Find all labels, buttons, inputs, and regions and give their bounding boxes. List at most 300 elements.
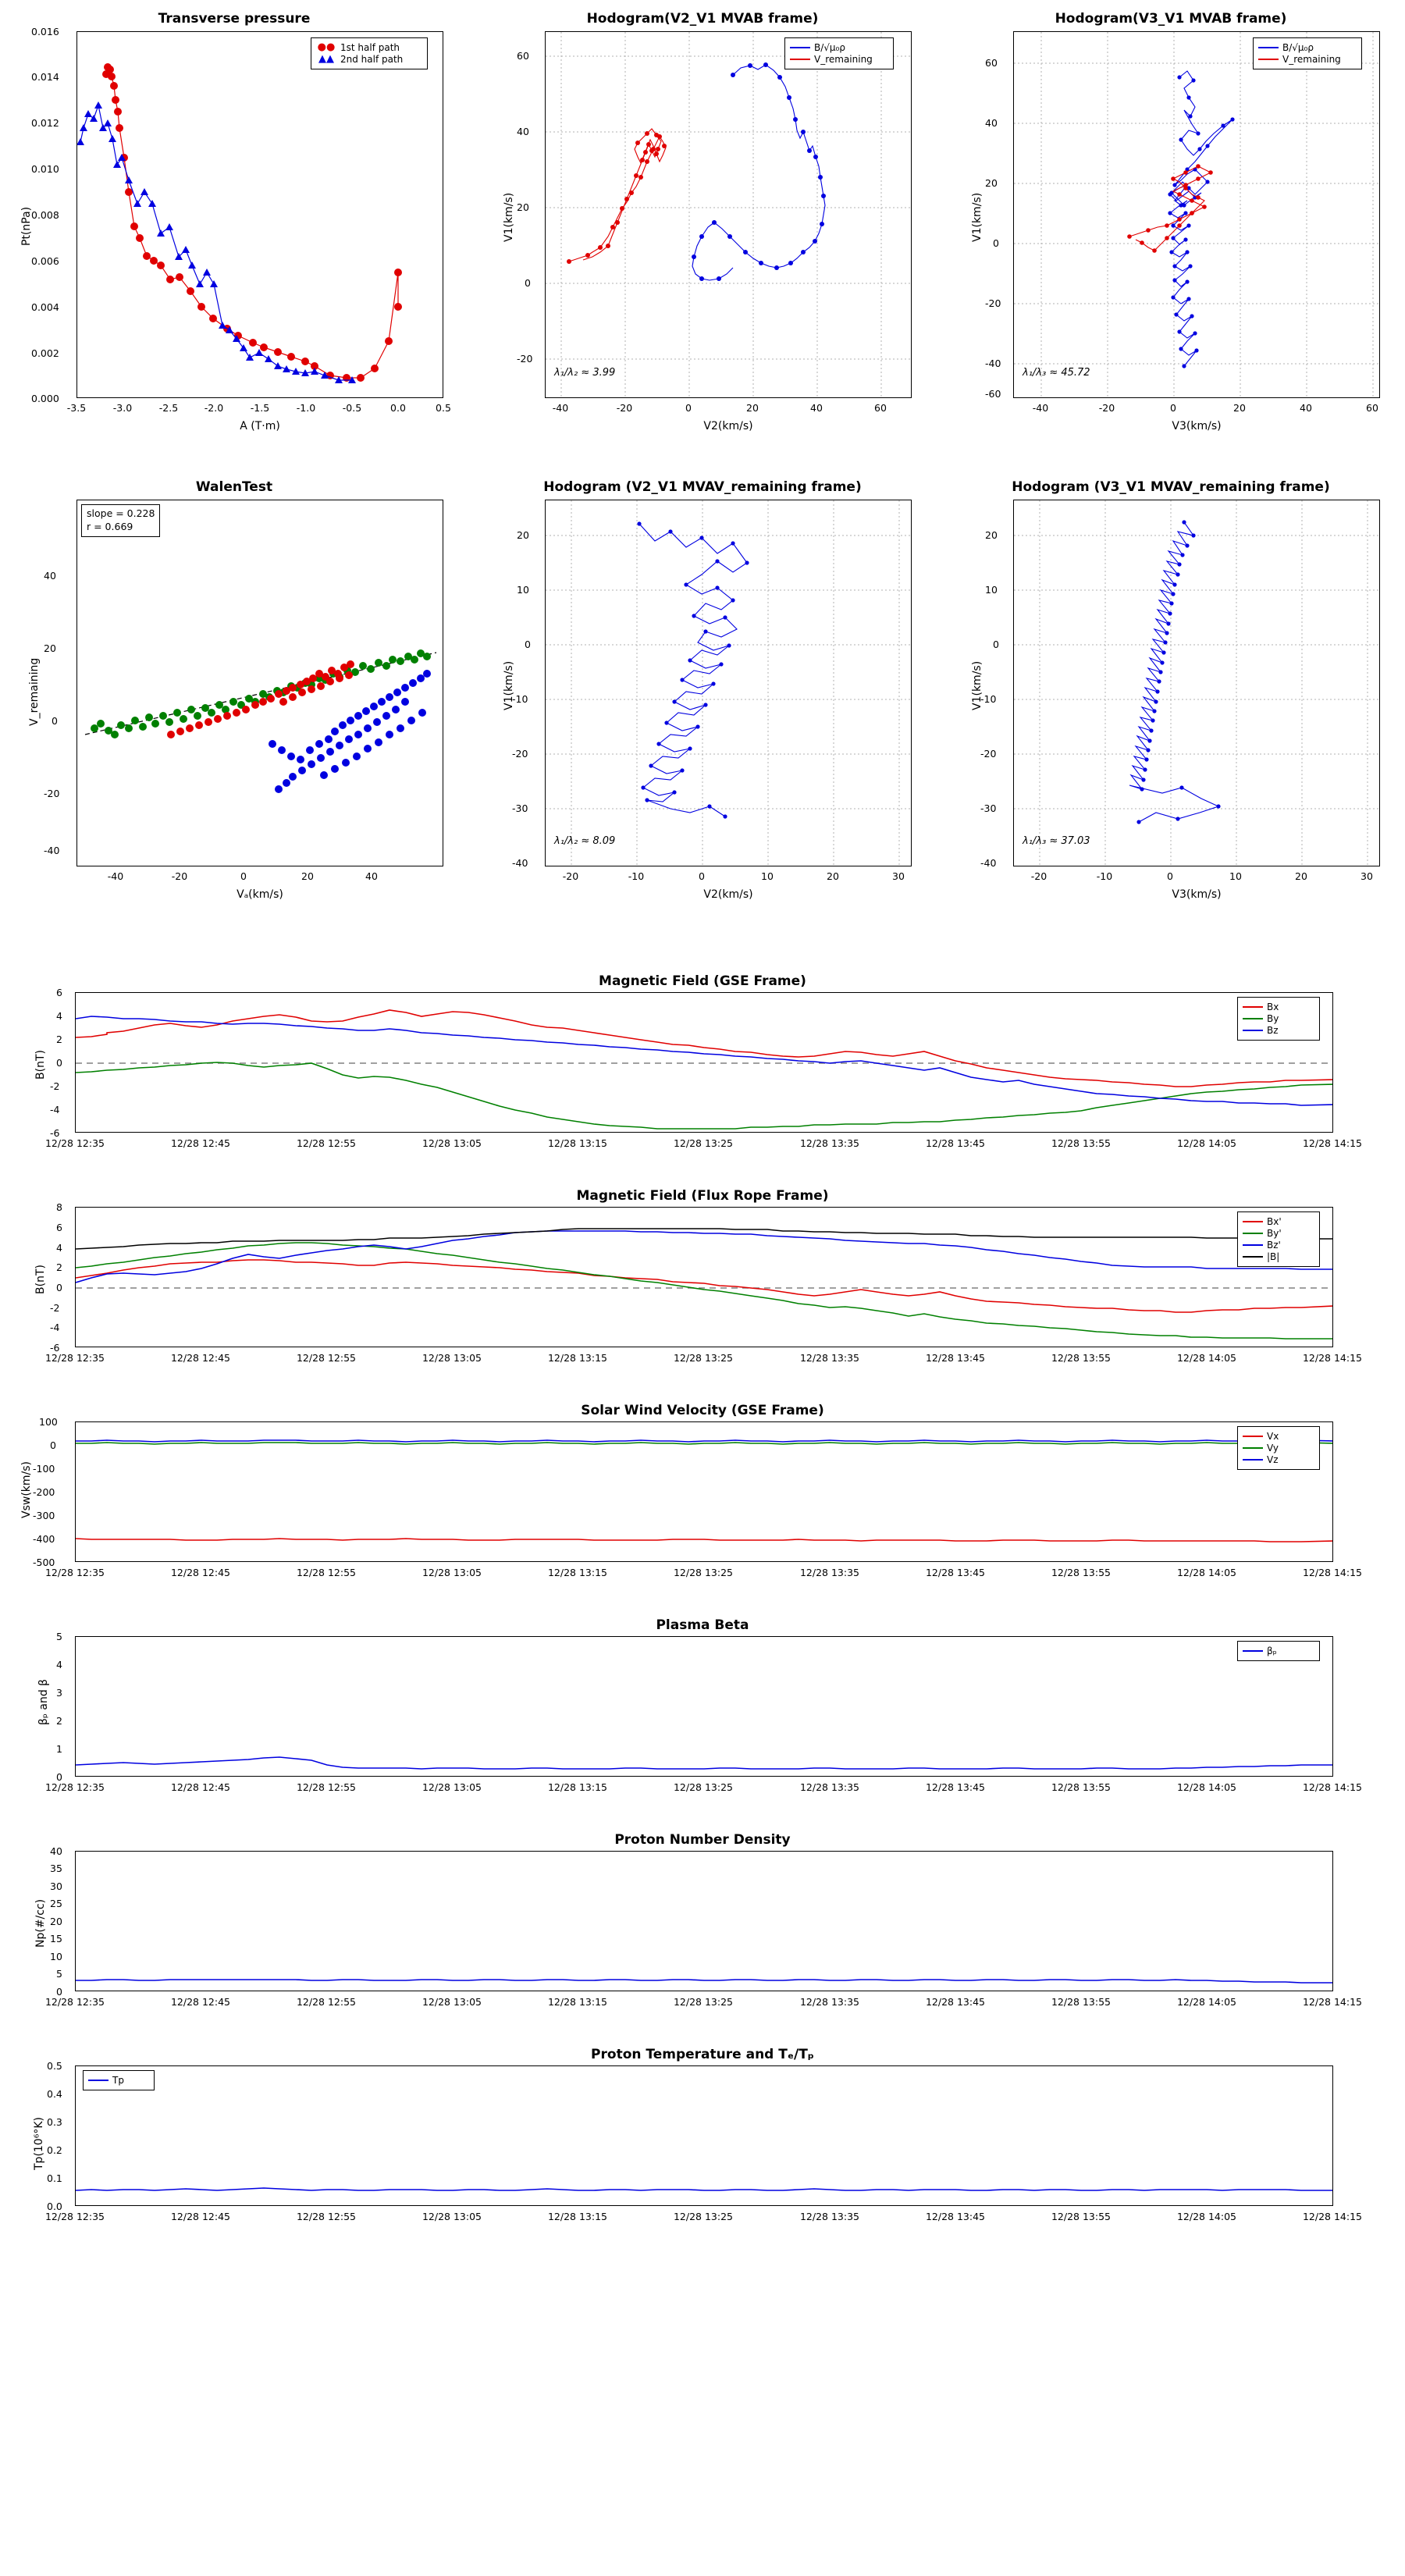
y-axis-label: V1(km/s): [503, 660, 515, 710]
legend-swatch: [790, 47, 810, 48]
ytick: 0: [56, 1057, 62, 1069]
ytick: 0.5: [47, 2060, 62, 2072]
series-bx: [76, 1010, 1333, 1087]
y-axis-label: V_remaining: [28, 657, 41, 726]
panel-title: Transverse pressure: [158, 11, 311, 27]
panel-proton-number-density: [0, 1831, 1405, 2037]
legend-label: B/√μ₀ρ: [1282, 42, 1314, 53]
ytick: -20: [44, 788, 60, 799]
xtick: 60: [874, 402, 887, 414]
series-beta-p: [76, 1757, 1333, 1769]
xtick: -1.5: [250, 402, 270, 414]
mag-fluxrope-svg: [76, 1208, 1333, 1347]
xtick: 0: [240, 870, 247, 882]
legend-label: Vz: [1267, 1454, 1279, 1465]
legend-label: 2nd half path: [340, 54, 404, 65]
legend: [83, 2070, 155, 2090]
ytick: 2: [56, 1261, 62, 1273]
ytick: 20: [50, 1916, 62, 1927]
legend-label: Bx: [1267, 1002, 1279, 1012]
hodogram-v3v1-mvab-svg: [1014, 32, 1380, 398]
ytick: 0: [56, 1986, 62, 1998]
x-axis-label: V2(km/s): [703, 888, 753, 901]
legend-label: |B|: [1267, 1251, 1280, 1262]
xtick: 12/28 12:55: [296, 1137, 357, 1149]
xtick: 12/28 12:45: [170, 2211, 231, 2222]
ytick: 2: [56, 1034, 62, 1045]
ytick: -30: [980, 802, 997, 814]
ytick: 0: [993, 237, 999, 249]
xtick: 12/28 13:15: [547, 2211, 608, 2222]
legend-swatch: [1243, 1233, 1263, 1234]
plot-area: [1013, 500, 1380, 866]
xtick: -10: [1096, 870, 1113, 882]
walen-test-svg: [77, 500, 443, 866]
panel-plasma-beta: [0, 1616, 1405, 1823]
ytick: 0: [525, 277, 531, 289]
xtick: 12/28 13:05: [422, 1781, 482, 1793]
plot-area: [76, 31, 443, 398]
ytick: 10: [517, 584, 529, 596]
xtick: 12/28 12:35: [44, 1567, 105, 1578]
legend-swatch: [1258, 59, 1279, 60]
ytick: -4: [50, 1104, 60, 1115]
ytick: 20: [517, 201, 529, 213]
mag-gse-svg: [76, 993, 1333, 1133]
plot-area: [75, 2065, 1333, 2206]
ytick: -10: [512, 693, 528, 705]
xtick: 12/28 14:15: [1302, 1781, 1363, 1793]
xtick: 12/28 13:45: [925, 1352, 986, 1364]
eigenvalue-ratio-annotation: λ₁/λ₃ ≈ 45.72: [1023, 367, 1090, 379]
xtick: 12/28 13:25: [673, 2211, 734, 2222]
panel-solar-wind-velocity: [0, 1401, 1405, 1608]
ytick: 1: [56, 1743, 62, 1755]
xtick: 12/28 12:55: [296, 1352, 357, 1364]
ytick: 20: [985, 529, 998, 541]
xtick: 12/28 12:35: [44, 1352, 105, 1364]
xtick: 10: [761, 870, 774, 882]
xtick: 12/28 13:35: [799, 1567, 860, 1578]
legend-swatch: [790, 59, 810, 60]
xtick: 12/28 13:25: [673, 1567, 734, 1578]
legend: [1237, 1641, 1320, 1661]
y-axis-label: B(nT): [34, 1050, 47, 1080]
xtick: 12/28 13:15: [547, 1996, 608, 2008]
panel-hodogram-v3v1-mvab: [937, 0, 1405, 453]
ytick: 15: [50, 1933, 62, 1944]
ytick: -300: [33, 1510, 55, 1521]
ytick: 40: [985, 117, 998, 129]
solar-wind-velocity-svg: [76, 1422, 1333, 1562]
panel-title: Magnetic Field (Flux Rope Frame): [576, 1188, 829, 1204]
ytick: -20: [985, 297, 1001, 309]
xtick: 12/28 13:55: [1051, 2211, 1112, 2222]
xtick: 10: [1229, 870, 1242, 882]
xtick: 12/28 14:05: [1176, 1352, 1237, 1364]
legend: [784, 37, 894, 69]
panel-title: Plasma Beta: [656, 1617, 749, 1633]
ytick: -2: [50, 1302, 60, 1314]
legend-label: Bx': [1267, 1216, 1282, 1227]
panel-title: Solar Wind Velocity (GSE Frame): [581, 1403, 824, 1418]
y-axis-label: B(nT): [34, 1265, 47, 1294]
xtick: -40: [1032, 402, 1049, 414]
xtick: 12/28 14:15: [1302, 1996, 1363, 2008]
ytick: 0: [50, 1439, 56, 1451]
xtick: 12/28 14:05: [1176, 1781, 1237, 1793]
xtick: 12/28 13:45: [925, 1567, 986, 1578]
xtick: 12/28 13:05: [422, 1352, 482, 1364]
y-axis-label: Pt(nPa): [20, 206, 33, 246]
ytick: 6: [56, 1222, 62, 1233]
ytick: -4: [50, 1322, 60, 1333]
xtick: 0: [1170, 402, 1176, 414]
xtick: 12/28 13:05: [422, 1567, 482, 1578]
panel-title: Proton Number Density: [614, 1832, 791, 1848]
xtick: -20: [1098, 402, 1115, 414]
xtick: 12/28 14:05: [1176, 1996, 1237, 2008]
legend: [1237, 1212, 1320, 1267]
eigenvalue-ratio-annotation: λ₁/λ₂ ≈ 8.09: [554, 835, 616, 847]
ytick: 0: [525, 639, 531, 650]
panel-hodogram-v3v1-mvav: [937, 468, 1405, 921]
fit-annotation: [81, 504, 160, 537]
ytick: -30: [512, 802, 528, 814]
ytick: 0.006: [31, 255, 59, 267]
legend-marker-circle: ●●: [317, 41, 336, 53]
ytick: 0.0: [47, 2201, 62, 2212]
ytick: -500: [33, 1557, 55, 1568]
xtick: 12/28 14:05: [1176, 2211, 1237, 2222]
ytick: 60: [517, 50, 529, 62]
legend-swatch: [1243, 1256, 1263, 1258]
xtick: 20: [1295, 870, 1307, 882]
x-axis-label: A (T·m): [240, 420, 280, 432]
y-axis-label: Vsw(km/s): [20, 1461, 33, 1518]
hodogram-v2v1-mvav-svg: [546, 500, 912, 866]
ytick: 0.004: [31, 301, 59, 313]
ytick: 0.000: [31, 393, 59, 404]
xtick: 12/28 13:15: [547, 1137, 608, 1149]
panel-title: Hodogram (V2_V1 MVAV_remaining frame): [543, 479, 862, 495]
ytick: 30: [50, 1880, 62, 1892]
xtick: 12/28 13:55: [1051, 1137, 1112, 1149]
panel-title: Hodogram(V2_V1 MVAB frame): [586, 11, 819, 27]
ytick: 10: [50, 1951, 62, 1962]
ytick: 0.010: [31, 163, 59, 175]
legend-swatch: [1243, 1244, 1263, 1246]
ytick: 0.2: [47, 2144, 62, 2156]
panel-title: Magnetic Field (GSE Frame): [599, 973, 806, 989]
legend-swatch: [1243, 1447, 1263, 1449]
xtick: 12/28 13:05: [422, 1996, 482, 2008]
ytick: -100: [33, 1463, 55, 1475]
legend: [1237, 1426, 1320, 1470]
xtick: -3.5: [66, 402, 87, 414]
xtick: 12/28 12:45: [170, 1352, 231, 1364]
xtick: 12/28 13:25: [673, 1137, 734, 1149]
ytick: 20: [44, 642, 56, 654]
eigenvalue-ratio-annotation: λ₁/λ₃ ≈ 37.03: [1023, 835, 1090, 847]
y-axis-label: βₚ and β: [37, 1678, 50, 1725]
xtick: 12/28 12:45: [170, 1567, 231, 1578]
xtick: 0: [699, 870, 705, 882]
ytick: -40: [512, 857, 528, 869]
panel-title: Hodogram(V3_V1 MVAB frame): [1055, 11, 1287, 27]
xtick: -20: [171, 870, 188, 882]
hodogram-v3v1-mvav-svg: [1014, 500, 1380, 866]
ytick: 5: [56, 1631, 62, 1642]
series-bz: [76, 1016, 1333, 1105]
plot-area: [1013, 31, 1380, 398]
legend-swatch: [1243, 1459, 1263, 1461]
xtick: -40: [552, 402, 569, 414]
series-vz: [76, 1440, 1333, 1442]
ytick: 0.3: [47, 2116, 62, 2128]
xtick: 40: [365, 870, 378, 882]
xtick: 40: [810, 402, 823, 414]
legend: [1253, 37, 1362, 69]
ytick: -40: [44, 845, 60, 856]
xtick: 12/28 12:55: [296, 1996, 357, 2008]
plot-area: [545, 500, 912, 866]
ytick: -20: [980, 748, 997, 760]
transverse-pressure-svg: [77, 32, 443, 398]
ytick: 4: [56, 1659, 62, 1670]
legend-label: Bz: [1267, 1025, 1279, 1036]
series-bz-prime: [76, 1231, 1333, 1283]
legend-label: 1st half path: [340, 42, 400, 53]
xtick: -2.5: [158, 402, 179, 414]
xtick: 12/28 13:25: [673, 1996, 734, 2008]
xtick: 40: [1300, 402, 1312, 414]
x-axis-label: Vₐ(km/s): [237, 888, 283, 901]
ytick: 0.1: [47, 2172, 62, 2184]
xtick: 12/28 13:55: [1051, 1567, 1112, 1578]
xtick: -0.5: [342, 402, 362, 414]
xtick: 12/28 12:45: [170, 1137, 231, 1149]
xtick: 12/28 13:35: [799, 2211, 860, 2222]
ytick: -10: [980, 693, 997, 705]
plot-area: [75, 992, 1333, 1133]
xtick: 12/28 13:35: [799, 1996, 860, 2008]
ytick: 0.008: [31, 209, 59, 221]
slope-value: slope = 0.228: [87, 507, 155, 519]
series-vx: [76, 1539, 1333, 1542]
ytick: 0.016: [31, 26, 59, 37]
x-axis-label: V2(km/s): [703, 420, 753, 432]
ytick: 5: [56, 1968, 62, 1980]
x-axis-label: V3(km/s): [1172, 888, 1222, 901]
ytick: 20: [985, 177, 998, 189]
ytick: 0: [56, 1771, 62, 1783]
y-axis-label: V1(km/s): [971, 192, 984, 242]
panel-title: Proton Temperature and Tₑ/Tₚ: [591, 2047, 814, 2062]
proton-density-svg: [76, 1852, 1333, 1991]
ytick: 4: [56, 1010, 62, 1022]
hodogram-v2v1-mvab-svg: [546, 32, 912, 398]
xtick: 12/28 14:15: [1302, 1352, 1363, 1364]
legend-marker-triangle: ▲▲: [318, 53, 334, 65]
series-by: [76, 1062, 1333, 1129]
legend-label: V_remaining: [1282, 54, 1341, 65]
legend-swatch: [1258, 47, 1279, 48]
legend-label: B/√μ₀ρ: [814, 42, 845, 53]
xtick: 0: [1167, 870, 1173, 882]
xtick: 12/28 14:15: [1302, 1567, 1363, 1578]
xtick: 0.0: [390, 402, 406, 414]
ytick: 35: [50, 1863, 62, 1874]
panel-magnetic-field-gse: [0, 972, 1405, 1179]
xtick: 12/28 14:05: [1176, 1567, 1237, 1578]
ytick: 0: [993, 639, 999, 650]
ytick: 6: [56, 987, 62, 998]
r-value: r = 0.669: [87, 520, 133, 532]
plot-area: [75, 1636, 1333, 1777]
xtick: 0.5: [436, 402, 451, 414]
xtick: 12/28 13:35: [799, 1352, 860, 1364]
legend-label: By': [1267, 1228, 1282, 1239]
ytick: 10: [985, 584, 998, 596]
xtick: 12/28 13:45: [925, 1781, 986, 1793]
xtick: 12/28 13:05: [422, 2211, 482, 2222]
series-bx-prime: [76, 1260, 1333, 1312]
xtick: 12/28 12:45: [170, 1996, 231, 2008]
ytick: 2: [56, 1715, 62, 1727]
xtick: 30: [892, 870, 905, 882]
legend-label: Bz': [1267, 1240, 1281, 1251]
xtick: 60: [1366, 402, 1378, 414]
xtick: 0: [685, 402, 692, 414]
xtick: 20: [827, 870, 839, 882]
panel-hodogram-v2v1-mvab: [468, 0, 937, 453]
xtick: 12/28 12:35: [44, 1137, 105, 1149]
ytick: 100: [39, 1416, 58, 1428]
series-np: [76, 1980, 1333, 1983]
ytick: 40: [50, 1845, 62, 1857]
y-axis-label: Tp(10⁶°K): [33, 2117, 45, 2170]
panel-transverse-pressure: [0, 0, 468, 453]
xtick: 20: [301, 870, 314, 882]
xtick: 12/28 13:55: [1051, 1781, 1112, 1793]
legend-swatch: [1243, 1436, 1263, 1437]
series-tp: [76, 2188, 1333, 2190]
ytick: 40: [44, 570, 56, 582]
ytick: 25: [50, 1898, 62, 1909]
xtick: 12/28 14:15: [1302, 2211, 1363, 2222]
xtick: 12/28 13:15: [547, 1567, 608, 1578]
plot-area: [76, 500, 443, 866]
legend-label: V_remaining: [814, 54, 873, 65]
panel-title: WalenTest: [195, 479, 273, 495]
xtick: -1.0: [296, 402, 316, 414]
xtick: -20: [1030, 870, 1048, 882]
legend-label: Vy: [1267, 1443, 1279, 1453]
xtick: -20: [562, 870, 579, 882]
ytick: -2: [50, 1080, 60, 1092]
xtick: 12/28 13:45: [925, 1137, 986, 1149]
xtick: 20: [1233, 402, 1246, 414]
ytick: 3: [56, 1687, 62, 1699]
xtick: 12/28 12:55: [296, 1567, 357, 1578]
xtick: 12/28 13:05: [422, 1137, 482, 1149]
xtick: -20: [616, 402, 633, 414]
panel-magnetic-field-flux-rope: [0, 1187, 1405, 1393]
series-vy: [76, 1443, 1333, 1444]
legend-swatch: [1243, 1650, 1263, 1652]
xtick: 12/28 13:15: [547, 1352, 608, 1364]
ytick: -6: [50, 1342, 60, 1354]
plot-area: [545, 31, 912, 398]
plot-area: [75, 1851, 1333, 1991]
xtick: -40: [107, 870, 124, 882]
eigenvalue-ratio-annotation: λ₁/λ₂ ≈ 3.99: [554, 367, 616, 379]
plot-area: [75, 1207, 1333, 1347]
series-b-magnitude: [76, 1229, 1333, 1249]
legend-label: Vx: [1267, 1431, 1279, 1442]
ytick: 40: [517, 126, 529, 137]
xtick: 12/28 12:35: [44, 1996, 105, 2008]
legend-label: By: [1267, 1013, 1279, 1024]
legend: [1237, 997, 1320, 1041]
ytick: 0: [56, 1282, 62, 1293]
y-axis-label: V1(km/s): [971, 660, 984, 710]
ytick: 0.014: [31, 71, 59, 83]
xtick: 12/28 13:55: [1051, 1352, 1112, 1364]
xtick: 12/28 13:55: [1051, 1996, 1112, 2008]
xtick: 12/28 14:05: [1176, 1137, 1237, 1149]
ytick: 0: [52, 715, 58, 727]
xtick: 12/28 13:45: [925, 2211, 986, 2222]
xtick: 20: [746, 402, 759, 414]
ytick: -200: [33, 1486, 55, 1498]
legend-label: Tp: [112, 2075, 124, 2086]
ytick: -60: [985, 388, 1001, 400]
ytick: 20: [517, 529, 529, 541]
xtick: 12/28 12:55: [296, 2211, 357, 2222]
panel-walen-test: [0, 468, 468, 921]
ytick: 0.002: [31, 347, 59, 359]
legend-swatch: [1243, 1018, 1263, 1019]
xtick: 30: [1361, 870, 1373, 882]
xtick: 12/28 13:15: [547, 1781, 608, 1793]
xtick: 12/28 13:35: [799, 1781, 860, 1793]
xtick: 12/28 12:35: [44, 1781, 105, 1793]
ytick: 8: [56, 1201, 62, 1213]
xtick: 12/28 13:35: [799, 1137, 860, 1149]
ytick: 60: [985, 57, 998, 69]
y-axis-label: V1(km/s): [503, 192, 515, 242]
legend-swatch: [1243, 1006, 1263, 1008]
panel-hodogram-v2v1-mvav: [468, 468, 937, 921]
xtick: 12/28 13:25: [673, 1781, 734, 1793]
legend: [311, 37, 428, 69]
ytick: -40: [980, 857, 997, 869]
ytick: 4: [56, 1242, 62, 1254]
xtick: 12/28 12:45: [170, 1781, 231, 1793]
xtick: 12/28 12:35: [44, 2211, 105, 2222]
legend-label: βₚ: [1267, 1646, 1277, 1656]
y-axis-label: Np(#/cc): [34, 1898, 47, 1948]
x-axis-label: V3(km/s): [1172, 420, 1222, 432]
legend-swatch: [1243, 1221, 1263, 1222]
legend-swatch: [88, 2080, 108, 2081]
ytick: -20: [517, 353, 533, 365]
xtick: -2.0: [204, 402, 224, 414]
ytick: -40: [985, 358, 1001, 369]
legend-swatch: [1243, 1030, 1263, 1031]
